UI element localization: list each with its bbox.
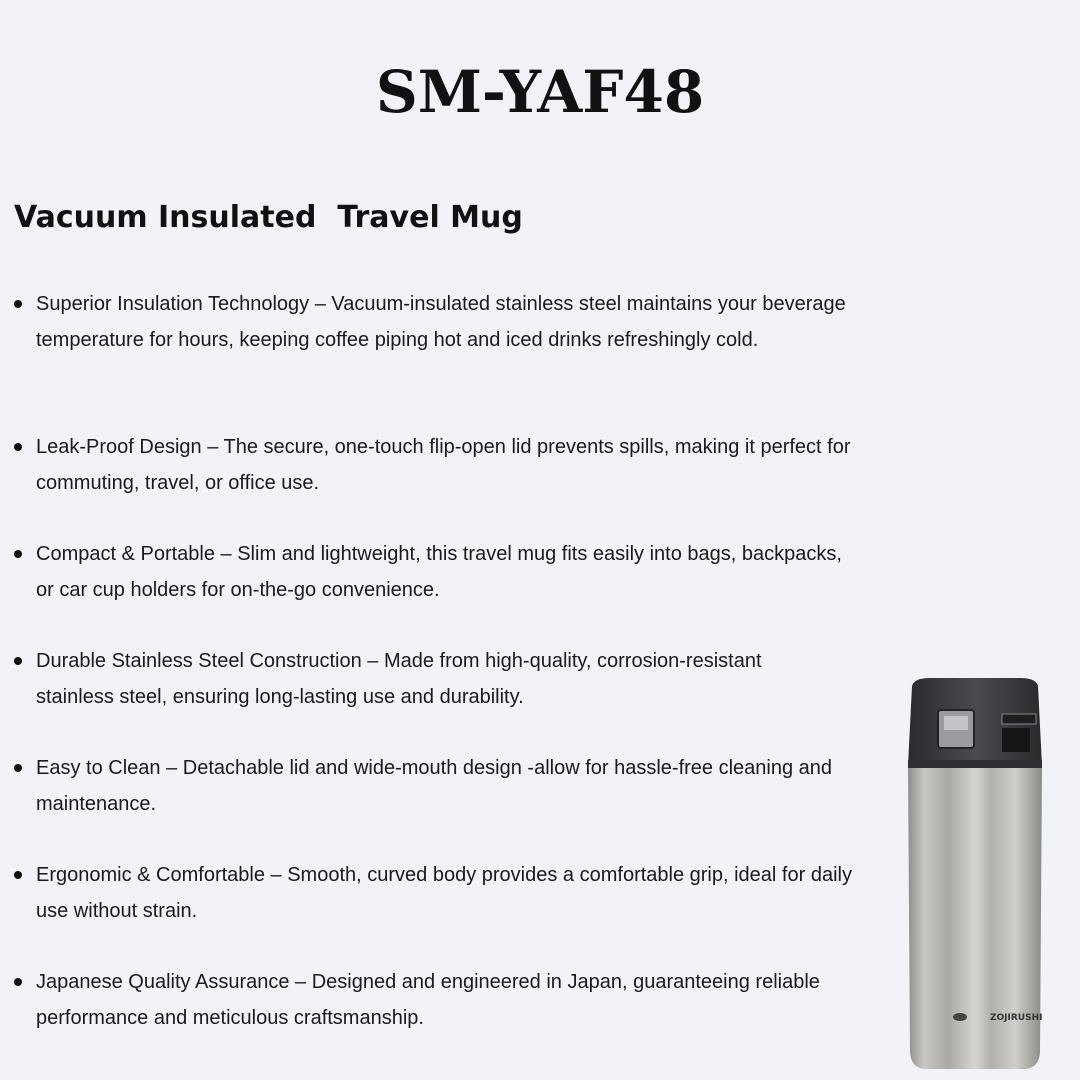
feature-item <box>14 286 864 358</box>
feature-text: Superior Insulation Technology – Vacuum-insulated stainless steel maintains your beverage temperature for hours, keeping coffee piping hot and iced drinks refreshingly cold. <box>36 293 846 351</box>
feature-item <box>14 536 864 608</box>
feature-text: Ergonomic & Comfortable – Smooth, curved body provides a comfortable grip, ideal for daily use without strain. <box>36 864 852 922</box>
feature-text: Leak-Proof Design – The secure, one-touch flip-open lid prevents spills, making it perfect for commuting, travel, or office use. <box>36 436 851 494</box>
feature-item <box>14 857 864 929</box>
lock-slot <box>1002 728 1030 752</box>
product-model-title: SM-YAF48 <box>375 58 705 126</box>
lid-rim <box>908 760 1042 768</box>
feature-item <box>14 964 864 1036</box>
feature-text: Japanese Quality Assurance – Designed and engineered in Japan, guaranteeing reliable performance and meticulous craftsmanship. <box>36 971 820 1029</box>
feature-item <box>14 750 864 822</box>
feature-text: Easy to Clean – Detachable lid and wide-mouth design -allow for hassle-free cleaning and maintenance. <box>36 757 833 815</box>
bullet-icon <box>14 764 22 772</box>
bullet-icon <box>14 871 22 879</box>
bullet-icon <box>14 300 22 308</box>
mug-body <box>908 766 1042 1069</box>
bullet-icon <box>14 978 22 986</box>
travel-mug-image <box>890 672 1060 1072</box>
product-subtitle: Vacuum Insulated Travel Mug <box>14 200 523 235</box>
feature-item <box>14 429 864 501</box>
bullet-icon <box>14 657 22 665</box>
feature-item <box>14 643 834 715</box>
bullet-icon <box>14 550 22 558</box>
brand-logo: ZOJIRUSHI <box>990 1013 1043 1023</box>
lock-indicator <box>1002 714 1036 724</box>
bullet-icon <box>14 443 22 451</box>
feature-text: Durable Stainless Steel Construction – Made from high-quality, corrosion-resistant stainless steel, ensuring long-lasting use and durability. <box>36 650 762 708</box>
feature-text: Compact & Portable – Slim and lightweight, this travel mug fits easily into bags, backpacks, or car cup holders for on-the-go convenience. <box>36 543 842 601</box>
